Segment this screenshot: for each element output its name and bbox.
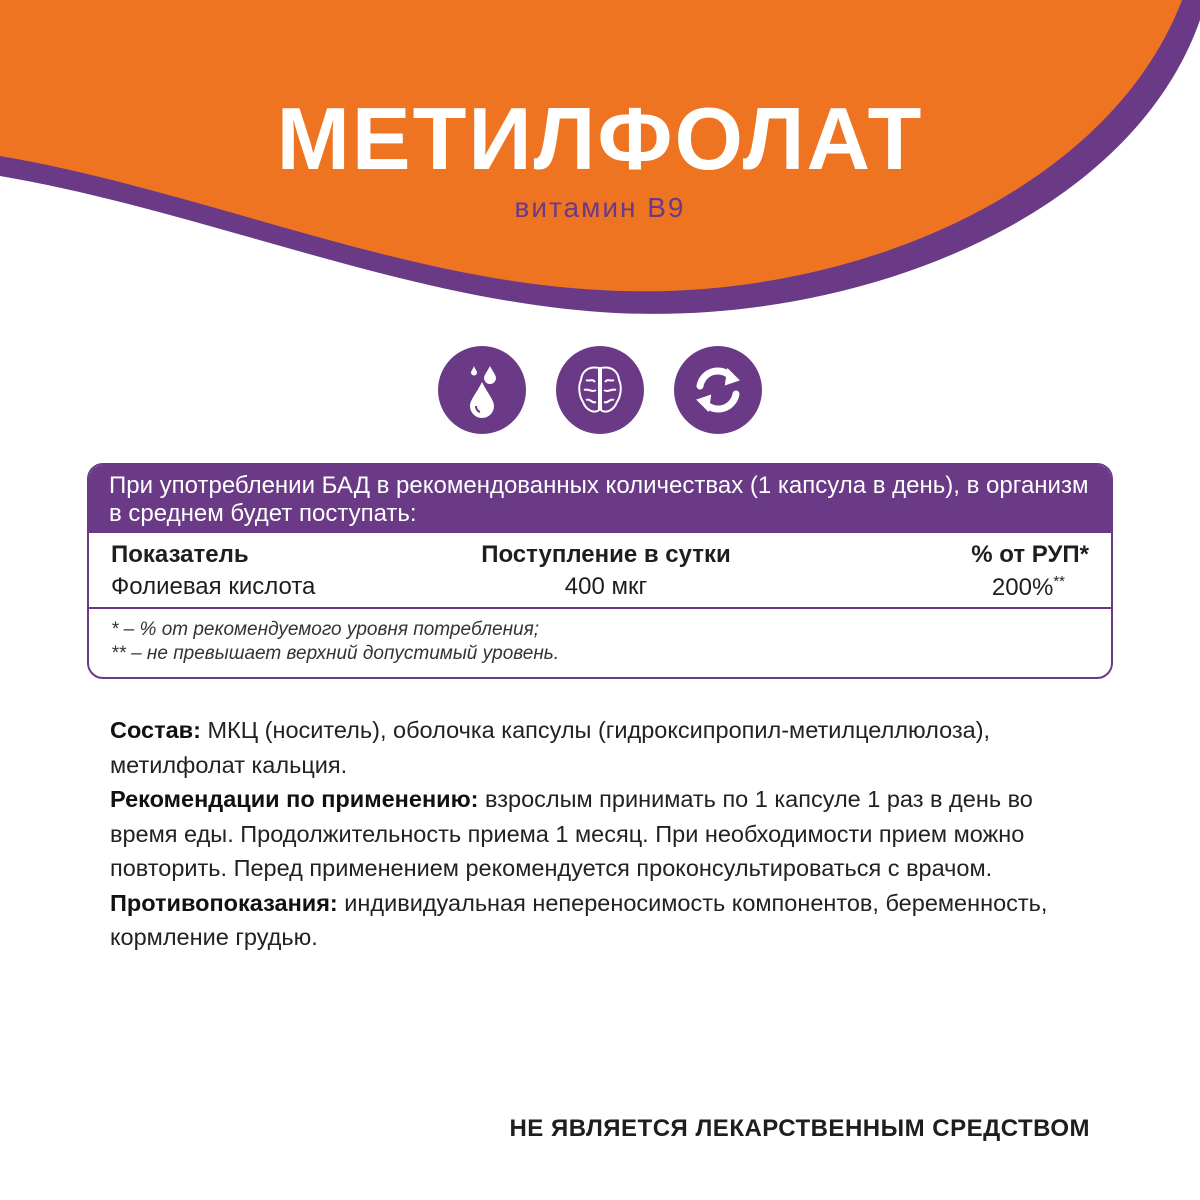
contraindications-value: индивидуальная непереносимость компонентов, беременность, кормление грудью. (110, 889, 1048, 950)
contraindications-label: Противопоказания: (110, 889, 338, 916)
table-row (89, 571, 1111, 603)
recommendations-label: Рекомендации по применению: (110, 786, 479, 812)
contraindications-paragraph (110, 886, 1100, 955)
product-title: МЕТИЛФОЛАТ (276, 89, 924, 188)
cell-percent (771, 573, 1089, 602)
note: ** – не превышает верхний допустимый уровень. (111, 643, 560, 664)
table-header-row (89, 539, 1111, 571)
brain-icon (556, 346, 644, 434)
drops-icon (438, 346, 526, 434)
disclaimer: НЕ ЯВЛЯЕТСЯ ЛЕКАРСТВЕННЫМ СРЕДСТВОМ (509, 1115, 1090, 1142)
col-header-indicator: Показатель (111, 541, 249, 568)
product-subtitle: витамин B9 (514, 192, 686, 223)
composition-text (110, 713, 1100, 955)
composition-label: Состав: (110, 717, 201, 743)
composition-value: МКЦ (носитель), оболочка капсулы (гидроксипропил-метилцеллюлоза), метилфолат кальция. (110, 717, 991, 778)
divider (89, 607, 1111, 609)
recommendations-value: взрослым принимать по 1 капсуле 1 раз в день во время еды. Продолжительность приема 1 месяц. При необходимости прием можно повторить. Перед применением рекомендуется проконсультироваться с врачом. (110, 786, 1033, 881)
recommendations-paragraph (110, 782, 1100, 886)
table-intro: При употреблении БАД в рекомендованных количествах (1 капсула в день), в организм в среднем будет поступать: (89, 465, 1111, 533)
col-header-daily-intake: Поступление в сутки (481, 541, 731, 568)
table-notes (111, 618, 559, 666)
col-header-percent: % от РУП* (971, 541, 1089, 568)
percent-value: 200% (991, 573, 1054, 601)
nutrition-table (87, 463, 1113, 679)
refresh-icon (674, 346, 762, 434)
note: * – % от рекомендуемого уровня потребления; (111, 619, 540, 640)
cell-amount: 400 мкг (564, 573, 648, 600)
composition-paragraph (110, 713, 1100, 782)
cell-name: Фолиевая кислота (111, 573, 316, 600)
percent-mark: ** (1053, 572, 1065, 590)
